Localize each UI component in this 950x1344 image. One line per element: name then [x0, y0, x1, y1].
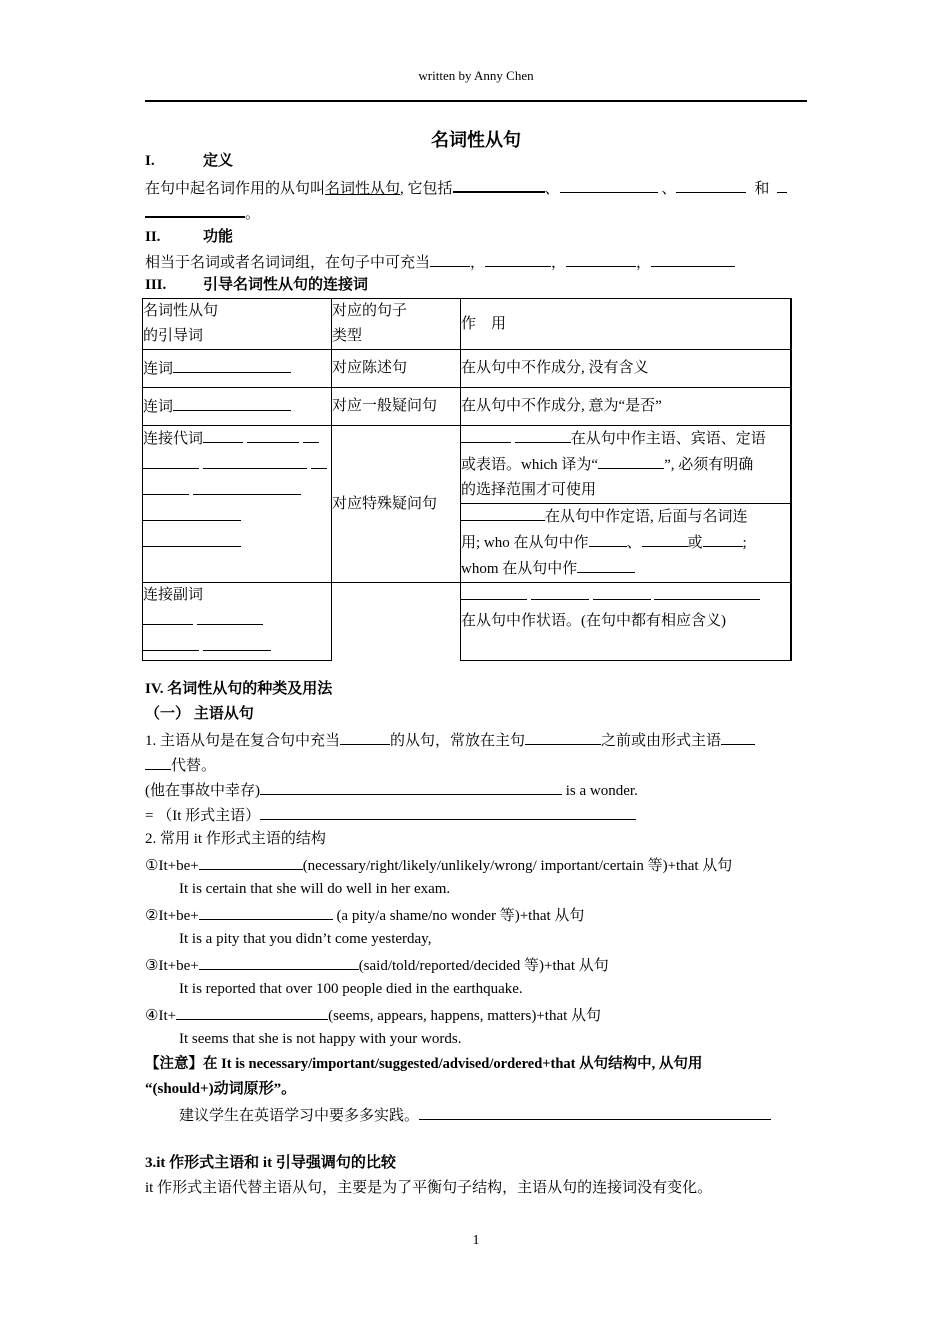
note-line: 【注意】在 It is necessary/important/suggested/advised/ordered+that 从句结构中, 从句用 — [145, 1056, 703, 1072]
fill-blank[interactable] — [203, 426, 243, 443]
page-number: 1 — [472, 1233, 480, 1248]
table-cell: 连词 — [143, 350, 332, 388]
fill-blank[interactable] — [340, 728, 390, 745]
fill-blank[interactable] — [777, 176, 787, 193]
fill-blank[interactable] — [143, 634, 199, 651]
fill-blank[interactable] — [143, 530, 241, 547]
fill-blank[interactable] — [143, 478, 189, 495]
structure-line: ③It+be+ (said/told/reported/decided 等)+that 从句 — [145, 953, 609, 977]
table-cell: 在从句中作定语, 后面与名词连 用; who 在从句中作 、 或 ; whom 在从句中作 — [461, 504, 791, 583]
paragraph: 1. 主语从句是在复合句中充当 的从句，常放在主句 之前或由形式主语 — [145, 728, 755, 752]
table-cell-adverbs: 连接副词 — [143, 583, 332, 661]
structure-line: ④It+ (seems, appears, happens, matters)+that 从句 — [145, 1003, 601, 1027]
table-cell: 对应特殊疑问句 — [332, 426, 461, 583]
exercise-line: 建议学生在英语学习中要多多实践。 — [145, 1103, 771, 1127]
section-2-heading: II. 功能 — [145, 229, 234, 245]
fill-blank[interactable] — [247, 426, 299, 443]
fill-blank[interactable] — [651, 250, 735, 267]
fill-blank[interactable] — [173, 356, 291, 373]
fill-blank[interactable] — [203, 634, 271, 651]
fill-blank[interactable] — [703, 530, 743, 547]
table-header-row — [143, 299, 791, 350]
fill-blank[interactable] — [203, 452, 307, 469]
fill-blank[interactable] — [143, 452, 199, 469]
example-line: = （It 形式主语） — [145, 803, 636, 827]
fill-blank[interactable] — [560, 176, 658, 193]
table-cell: 在从句中作状语。(在句中都有相应含义) — [461, 583, 791, 661]
fill-blank[interactable] — [531, 583, 589, 600]
fill-blank[interactable] — [593, 583, 651, 600]
fill-blank[interactable] — [515, 426, 571, 443]
section-1-text-cont: 。 — [145, 200, 260, 225]
section-1-heading: I. 定义 — [145, 153, 234, 169]
fill-blank[interactable] — [199, 903, 333, 920]
example-sentence: It seems that she is not happy with your words. — [179, 1031, 462, 1047]
fill-blank[interactable] — [642, 530, 688, 547]
table-cell: 连词 — [143, 388, 332, 426]
fill-blank[interactable] — [589, 530, 627, 547]
fill-blank[interactable] — [566, 250, 636, 267]
paragraph: 2. 常用 it 作形式主语的结构 — [145, 831, 326, 847]
section-2-text: 相当于名词或者名词词组，在句子中可充当 ， ， ， — [145, 250, 735, 274]
fill-blank[interactable] — [145, 753, 171, 770]
table-cell-empty — [332, 583, 461, 661]
example-sentence: It is certain that she will do well in her exam. — [179, 881, 451, 897]
subsection-heading: （一） 主语从句 — [145, 706, 254, 722]
fill-blank[interactable] — [260, 778, 562, 795]
fill-blank[interactable] — [193, 478, 301, 495]
fill-blank[interactable] — [461, 583, 527, 600]
table-cell-pronouns: 连接代词 — [143, 426, 332, 583]
fill-blank[interactable] — [199, 853, 303, 870]
header-rule — [145, 100, 807, 102]
table-header-cell: 对应的句子 类型 — [332, 299, 461, 350]
fill-blank[interactable] — [676, 176, 746, 193]
fill-blank[interactable] — [143, 608, 193, 625]
table-row — [143, 350, 791, 388]
page-header: written by Anny Chen — [418, 68, 534, 83]
example-sentence: It is reported that over 100 people died in the earthquake. — [179, 981, 523, 997]
example-sentence: It is a pity that you didn’t come yesterday, — [179, 931, 432, 947]
structure-line: ②It+be+ (a pity/a shame/no wonder 等)+that 从句 — [145, 903, 584, 927]
table-row — [143, 388, 791, 426]
section-4-heading: IV. 名词性从句的种类及用法 — [145, 681, 333, 697]
fill-blank[interactable] — [311, 452, 327, 469]
fill-blank[interactable] — [525, 728, 601, 745]
subsection-heading: 3.it 作形式主语和 it 引导强调句的比较 — [145, 1155, 396, 1171]
table-cell: 在从句中不作成分, 意为“是否” — [461, 388, 791, 426]
fill-blank[interactable] — [176, 1003, 328, 1020]
table-row — [143, 583, 791, 661]
fill-blank[interactable] — [577, 556, 635, 573]
structure-line: ①It+be+ (necessary/right/likely/unlikely/wrong/ important/certain 等)+that 从句 — [145, 853, 732, 877]
fill-blank[interactable] — [145, 200, 245, 218]
section-1-text: 在句中起名词作用的从句叫名词性从句, 它包括 、 、 和 — [145, 175, 787, 200]
fill-blank[interactable] — [419, 1103, 771, 1120]
note-line-cont: “(should+)动词原形”。 — [145, 1081, 297, 1097]
fill-blank[interactable] — [430, 250, 470, 267]
paragraph: it 作形式主语代替主语从句，主要是为了平衡句子结构，主语从句的连接词没有变化。 — [145, 1180, 713, 1196]
fill-blank[interactable] — [461, 426, 511, 443]
fill-blank[interactable] — [453, 175, 545, 193]
table-cell: 在从句中作主语、宾语、定语 或表语。which 译为“ ”, 必须有明确 的选择范围才可使用 — [461, 426, 791, 504]
fill-blank[interactable] — [461, 504, 545, 521]
fill-blank[interactable] — [654, 583, 760, 600]
paragraph-cont: 代替。 — [145, 753, 216, 777]
table-header-cell: 名词性从句 的引导词 — [143, 299, 332, 350]
fill-blank[interactable] — [485, 250, 551, 267]
term-underlined: 名词性从句 — [325, 181, 401, 197]
fill-blank[interactable] — [721, 728, 755, 745]
table-header-cell: 作 用 — [461, 299, 791, 350]
example-line: (他在事故中幸存) is a wonder. — [145, 778, 638, 802]
fill-blank[interactable] — [143, 504, 241, 521]
fill-blank[interactable] — [260, 803, 636, 820]
document-title: 名词性从句 — [431, 130, 521, 151]
table-cell: 在从句中不作成分, 没有含义 — [461, 350, 791, 388]
table-cell: 对应一般疑问句 — [332, 388, 461, 426]
table-row — [143, 426, 791, 504]
section-3-heading: III. 引导名词性从句的连接词 — [145, 277, 369, 293]
fill-blank[interactable] — [199, 953, 359, 970]
fill-blank[interactable] — [598, 452, 664, 469]
fill-blank[interactable] — [303, 426, 319, 443]
fill-blank[interactable] — [197, 608, 263, 625]
connector-table — [142, 298, 792, 661]
fill-blank[interactable] — [173, 394, 291, 411]
table-cell: 对应陈述句 — [332, 350, 461, 388]
